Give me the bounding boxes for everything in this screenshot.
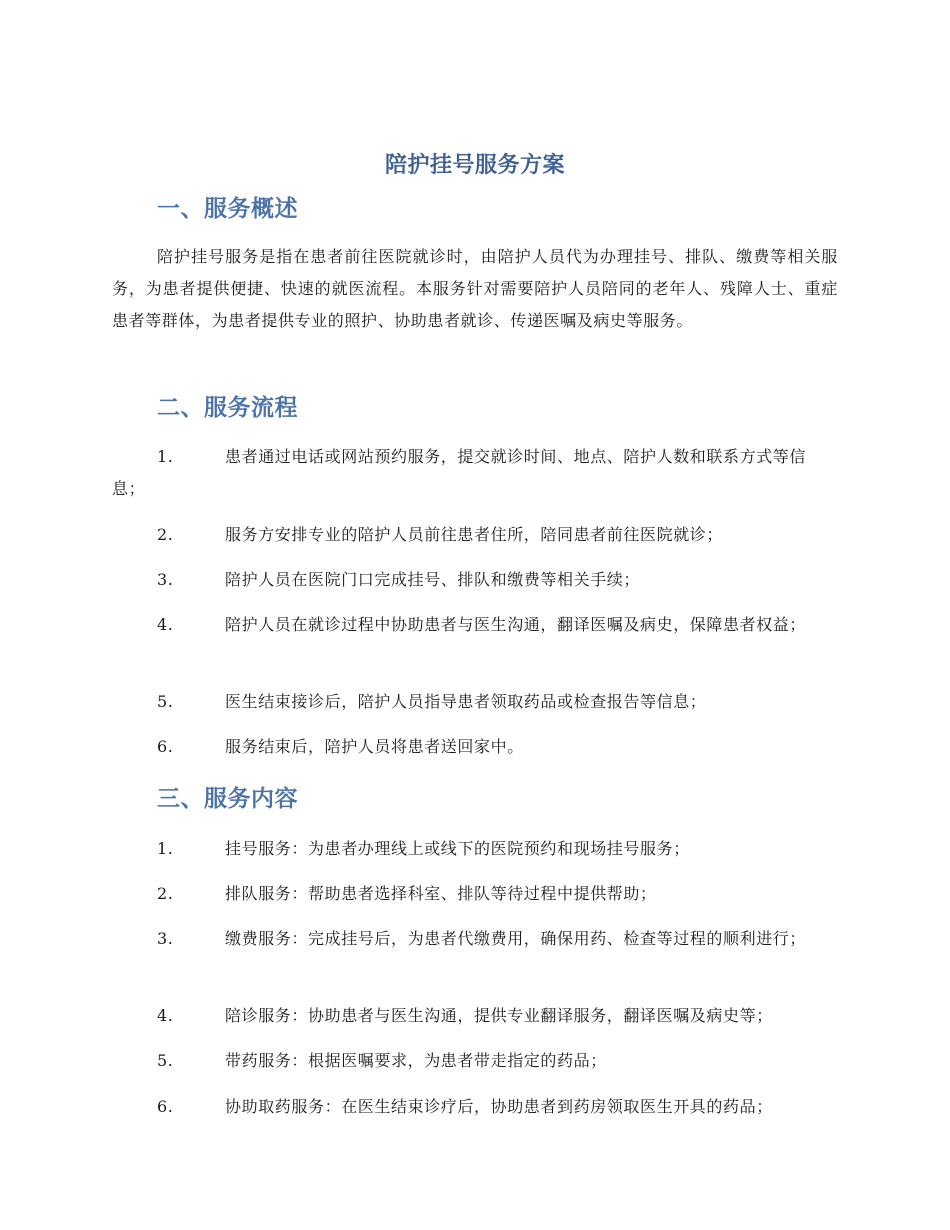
list-item (112, 686, 838, 718)
list-item-text: 排队服务：帮助患者选择科室、排队等待过程中提供帮助； (225, 884, 657, 903)
document-title: 陪护挂号服务方案 (384, 153, 565, 178)
list-item-text: 陪护人员在就诊过程中协助患者与医生沟通，翻译医嘱及病史，保障患者权益； (225, 615, 807, 634)
list-item-text: 缴费服务：完成挂号后，为患者代缴费用，确保用药、检查等过程的顺利进行； (225, 929, 807, 948)
list-item-number: 1. (157, 447, 174, 466)
list-item (112, 564, 838, 596)
list-item (112, 731, 838, 763)
list-item (112, 1000, 838, 1032)
list-item-number: 2. (157, 525, 174, 544)
list-item-text: 服务方安排专业的陪护人员前往患者住所，陪同患者前往医院就诊； (225, 525, 724, 544)
list-item (112, 1045, 838, 1077)
list-item-number: 5. (157, 1051, 174, 1070)
list-item-text: 患者通过电话或网站预约服务，提交就诊时间、地点、陪护人数和联系方式等信息； (112, 447, 807, 498)
section-heading-process: 二、服务流程 (157, 395, 298, 421)
list-item (112, 609, 838, 641)
list-item (112, 1091, 838, 1123)
list-item (112, 519, 838, 551)
list-item (112, 833, 838, 865)
list-item-number: 6. (157, 737, 174, 756)
list-item-number: 1. (157, 839, 174, 858)
list-item-text: 协助取药服务：在医生结束诊疗后，协助患者到药房领取医生开具的药品； (225, 1097, 773, 1116)
list-item (112, 923, 838, 955)
list-item-text: 挂号服务：为患者办理线上或线下的医院预约和现场挂号服务； (225, 839, 690, 858)
list-item-text: 医生结束接诊后，陪护人员指导患者领取药品或检查报告等信息； (225, 692, 707, 711)
section-heading-content: 三、服务内容 (157, 786, 298, 812)
list-item-text: 陪诊服务：协助患者与医生沟通，提供专业翻译服务，翻译医嘱及病史等； (225, 1006, 773, 1025)
list-item-number: 3. (157, 570, 174, 589)
list-item-text: 陪护人员在医院门口完成挂号、排队和缴费等相关手续； (225, 570, 641, 589)
list-item-text: 服务结束后，陪护人员将患者送回家中。 (225, 737, 524, 756)
list-item-number: 2. (157, 884, 174, 903)
list-item-number: 4. (157, 1006, 174, 1025)
section-heading-overview: 一、服务概述 (157, 196, 298, 222)
list-item-text: 带药服务：根据医嘱要求，为患者带走指定的药品； (225, 1051, 607, 1070)
list-item (112, 441, 838, 505)
list-item-number: 3. (157, 929, 174, 948)
list-item-number: 5. (157, 692, 174, 711)
list-item-number: 4. (157, 615, 174, 634)
overview-paragraph: 陪护挂号服务是指在患者前往医院就诊时，由陪护人员代为办理挂号、排队、缴费等相关服务，为患者提供便捷、快速的就医流程。本服务针对需要陪护人员陪同的老年人、残障人士、重症患者等群体，为患者提供专业的照护、协助患者就诊、传递医嘱及病史等服务。 (112, 247, 838, 330)
list-item-number: 6. (157, 1097, 174, 1116)
list-item (112, 878, 838, 910)
